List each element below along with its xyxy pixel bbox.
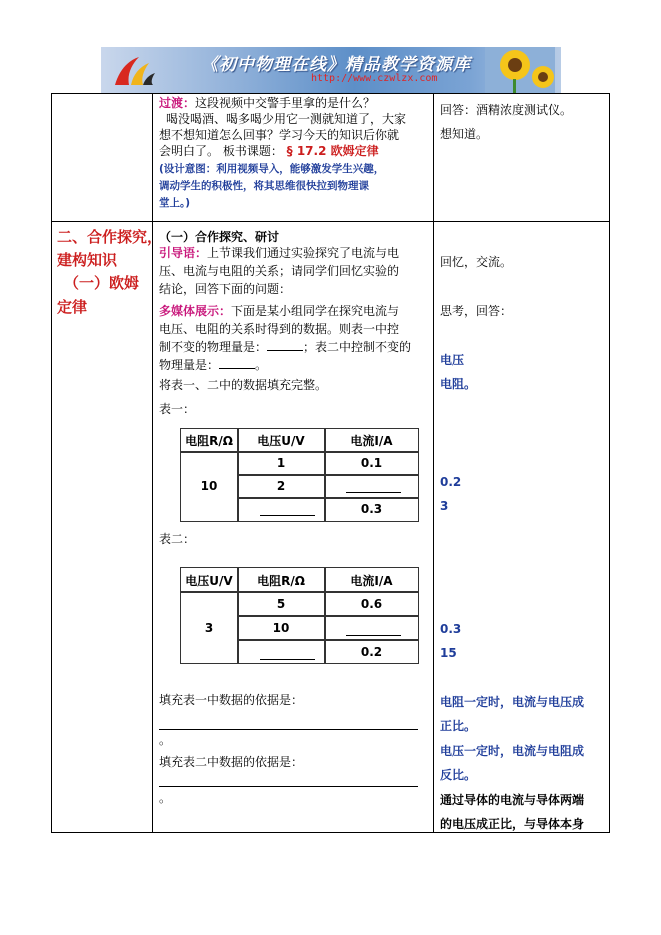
t1-blank-voltage [260,515,315,516]
t1-blank-current [346,492,401,493]
design-note-2: 调动学生的积极性，将其思维很快拉到物理课 [159,180,369,192]
answer-line-1 [159,729,418,730]
answer-recall: 回忆，交流。 [440,255,513,269]
conclusion-3a: 通过导体的电流与导体两端 [440,793,585,807]
topic-line: 会明白了。 板书课题： § 17.2 欧姆定律 [159,144,379,158]
table1-label: 表一： [159,402,196,416]
fill-instruction: 将表一、二中的数据填充完整。 [159,378,328,392]
answer-resistance: 电阻。 [440,377,477,391]
conclusion-1b: 正比。 [440,719,477,733]
t2-cell: 0.6 [360,597,383,611]
t2-cell: 0.2 [360,645,383,659]
data-table-1 [180,428,419,522]
banner-title: 《初中物理在线》精品教学资源库 [201,55,471,75]
t1-header-voltage: 电压U/V [257,434,305,448]
t1-cell: 2 [276,479,286,493]
t2-merged-voltage: 3 [204,621,214,635]
t1-header-current: 电流I/A [350,434,393,448]
t2-cell: 10 [272,621,290,635]
guide-line-3: 结论，回答下面的问题： [159,282,292,296]
basis-question-2: 填充表二中数据的依据是： [159,755,304,769]
design-note-3: 堂上。) [159,197,191,209]
period-2: 。 [159,791,172,805]
t2-header-current: 电流I/A [350,574,393,588]
conclusion-3b: 的电压成正比，与导体本身 [440,817,585,831]
t2-blank-current [346,635,401,636]
basis-question-1: 填充表一中数据的依据是： [159,693,304,707]
media-line-1: 多媒体展示：下面是某小组同学在探究电流与 [159,304,400,318]
section-title-3: （一）欧姆 [64,274,140,292]
period-1: 。 [159,733,172,747]
t2-blank-resistance [260,659,315,660]
transition-text-2: 喝没喝酒、喝多喝少用它一测就知道了，大家 [166,112,407,126]
guide-line-1: 引导语：上节课我们通过实验探究了电流与电 [159,246,400,260]
sunflower-icon [485,47,555,93]
t2-header-resistance: 电阻R/Ω [257,574,305,588]
answer-tester: 回答：酒精浓度测试仪。 [440,103,573,117]
media-line-4: 物理量是： 。 [159,358,268,372]
banner-url: http://www.czwlzx.com [311,73,438,84]
media-line-3: 制不变的物理量是： ；表二中控制不变的 [159,340,412,354]
header-banner [101,47,561,93]
answer-think: 思考，回答： [440,304,513,318]
guide-line-2: 压、电流与电阻的关系；请同学们回忆实验的 [159,264,400,278]
conclusion-1a: 电阻一定时，电流与电压成 [440,695,585,709]
answer-t2-resistance: 15 [440,646,457,660]
answer-t2-current: 0.3 [440,622,462,636]
data-table-2 [180,567,419,664]
answer-t1-current: 0.2 [440,475,462,489]
t1-merged-resistance: 10 [200,479,218,493]
t1-cell: 0.1 [360,456,383,470]
table2-label: 表二： [159,532,196,546]
answer-line-2 [159,786,418,787]
conclusion-2a: 电压一定时，电流与电阻成 [440,744,585,758]
transition-text-3: 想不想知道怎么回事？学习今天的知识后你就 [159,128,400,142]
t2-cell: 5 [276,597,286,611]
answer-want: 想知道。 [440,127,489,141]
section-title-2: 建构知识 [57,251,118,269]
section-title-1: 二、合作探究， [57,228,163,246]
section-title-4: 定律 [57,298,88,316]
answer-t1-voltage: 3 [440,499,449,513]
transition-line: 过渡：这段视频中交警手里拿的是什么？ [159,96,376,110]
answer-voltage: 电压 [440,353,465,367]
t2-header-voltage: 电压U/V [185,574,233,588]
design-note-1: (设计意图：利用视频导入，能够激发学生兴趣， [159,163,385,175]
conclusion-2b: 反比。 [440,768,477,782]
t1-header-resistance: 电阻R/Ω [185,434,233,448]
t1-cell: 1 [276,456,286,470]
logo-icon [109,51,161,89]
media-line-2: 电压、电阻的关系时得到的数据。则表一中控 [159,322,400,336]
t1-cell: 0.3 [360,502,383,516]
subsection-heading: （一）合作探究、研讨 [159,230,280,244]
